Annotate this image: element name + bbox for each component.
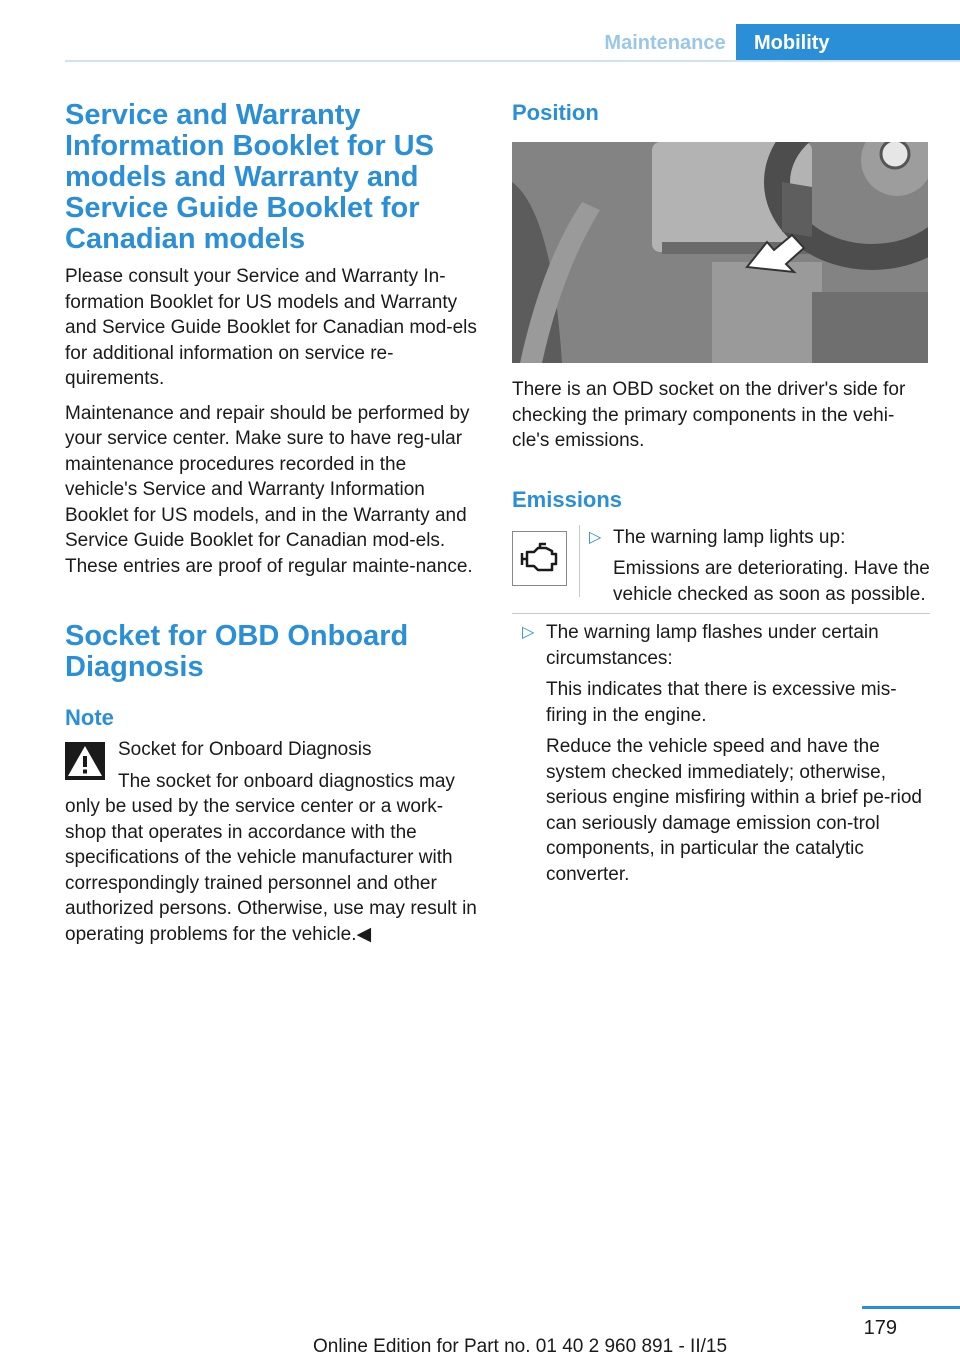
paragraph-maintenance-repair: Maintenance and repair should be performed by your service center. Make sure to have reg‐ular maintenance procedures recorded in the vehicle's Service and Warranty Information Booklet for US models, and in the Warranty and Service Guide Booklet for Canadian mod‐els. These entries are proof of regular mainte‐nance.: [65, 402, 473, 577]
bullet-separator: [512, 613, 930, 614]
bullet1-body: Emissions are deteriorating. Have the vehicle checked as soon as possible.: [613, 558, 930, 605]
tab-maintenance[interactable]: Maintenance: [604, 32, 726, 54]
page-header: [0, 0, 960, 62]
edition-footer: Online Edition for Part no. 01 40 2 960 891 - II/15: [312, 1336, 728, 1357]
note-title: Socket for Onboard Diagnosis: [118, 739, 372, 760]
heading-position: Position: [512, 100, 599, 125]
right-column: [512, 100, 930, 887]
heading-note: Note: [65, 705, 114, 730]
check-engine-icon: [512, 531, 567, 586]
header-rule: [65, 60, 960, 62]
bullet-triangle-icon: ▷: [589, 528, 602, 546]
left-column: [65, 100, 478, 947]
position-description: There is an OBD socket on the driver's side for checking the primary components in the vehi‐cle's emissions.: [512, 379, 906, 451]
bullet-triangle-icon: ▷: [522, 624, 535, 641]
bullet-lamp-flashes: [512, 620, 930, 887]
heading-obd-socket: Socket for OBD Onboard Diagnosis: [65, 620, 409, 683]
bullet2-head: The warning lamp flashes under certain circumstances:: [546, 622, 879, 669]
footer-rule: [862, 1306, 960, 1309]
heading-service-warranty: Service and Warranty Information Booklet for US models and Warranty and Service Guide Booklet for Canadian models: [65, 99, 434, 255]
paragraph-consult-booklet: Please consult your Service and Warranty In‐formation Booklet for US models and Warranty and Service Guide Booklet for Canadian mod‐els for additional information on service re‐quirements.: [65, 266, 477, 389]
bullet1-head: The warning lamp lights up:: [613, 526, 846, 548]
obd-socket-location-photo: [512, 142, 928, 363]
emissions-lamp-row: [512, 525, 930, 608]
bullet2-para1: This indicates that there is excessive mis‐firing in the engine.: [546, 679, 897, 726]
bullet-lamp-lights-up: [579, 525, 930, 608]
warning-triangle-icon: [65, 742, 105, 780]
bullet2-para2: Reduce the vehicle speed and have the system checked immediately; otherwise, serious engine misfiring within a brief pe‐riod can seriously damage emission con‐trol components, in particular the catalytic converter.: [546, 736, 922, 885]
note-text: The socket for onboard diagnostics may only be used by the service center or a work‐shop that operates in accordance with the specifications of the vehicle manufacturer with correspondingly trained personnel and other authorized persons. Otherwise, use may result in operating problems for the vehicle.◀: [65, 770, 477, 945]
heading-emissions: Emissions: [512, 486, 623, 512]
page-number: 179: [863, 1317, 897, 1339]
caution-note: [65, 737, 478, 947]
tab-mobility[interactable]: Mobility: [736, 24, 960, 62]
